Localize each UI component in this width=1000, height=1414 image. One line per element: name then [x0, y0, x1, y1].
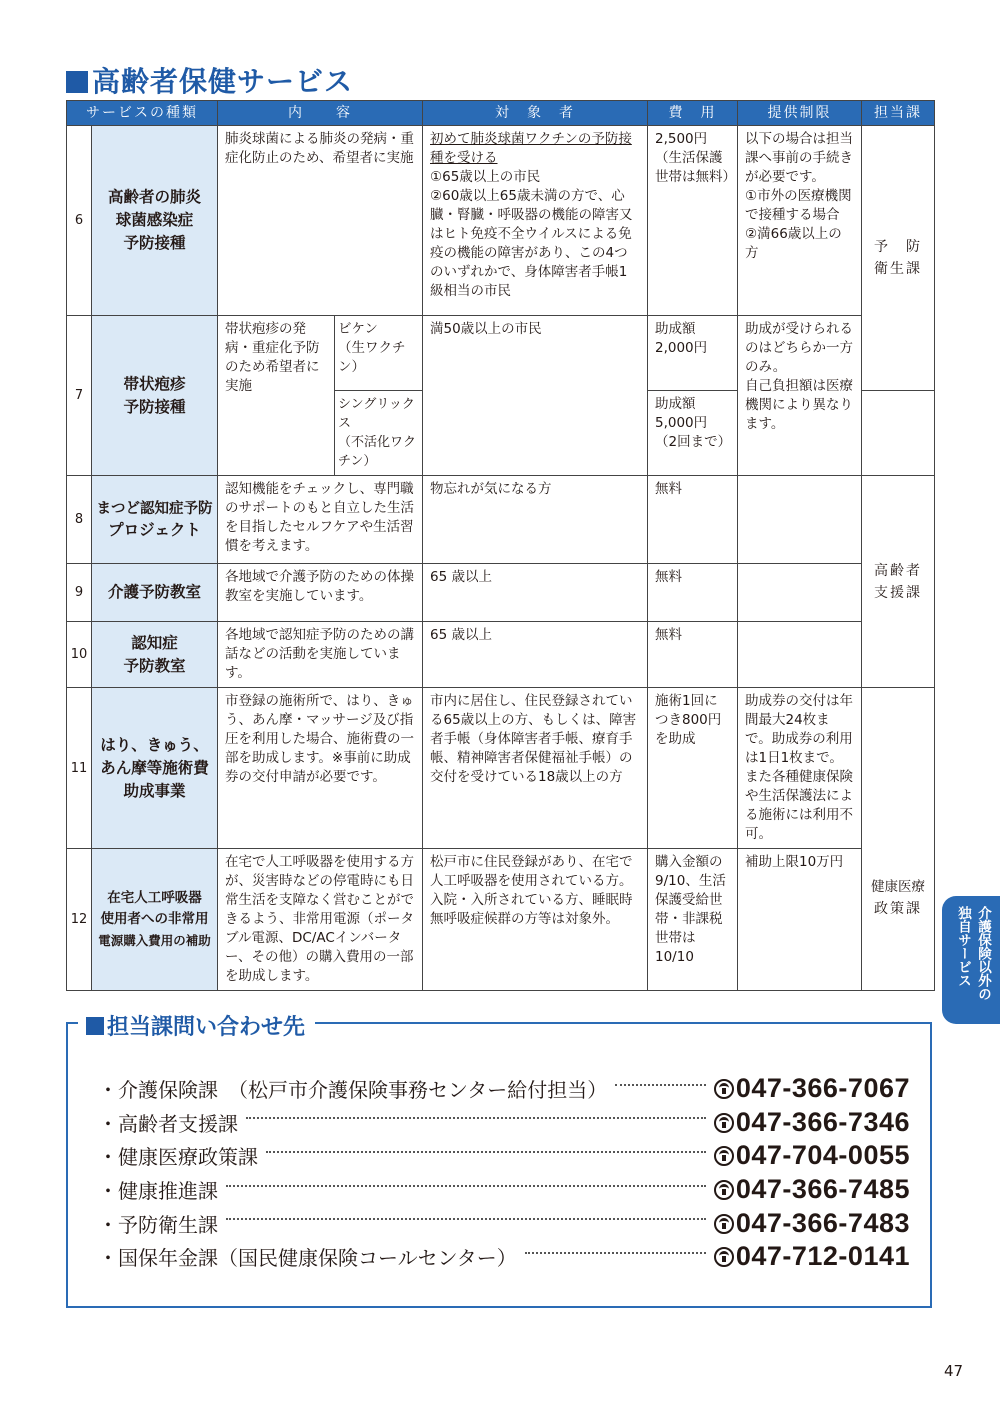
cost-cell: 施術1回につき800円を助成 — [648, 688, 738, 849]
leader-dots — [246, 1117, 706, 1119]
contact-list — [98, 1072, 910, 1274]
service-name — [92, 126, 218, 316]
row-number: 6 — [67, 126, 92, 316]
contact-item — [98, 1072, 910, 1106]
target-cell: 物忘れが気になる方 — [423, 476, 648, 564]
row-number: 8 — [67, 476, 92, 564]
cost-cell: 2,500円（生活保護世帯は無料） — [648, 126, 738, 316]
phone-number: 047-366-7483 — [735, 1207, 910, 1238]
table-row — [67, 688, 935, 849]
row-number: 11 — [67, 688, 92, 849]
contact-item — [98, 1106, 910, 1140]
telephone-icon — [714, 1180, 734, 1200]
target-detail: ①65歳以上の市民 ②60歳以上65歳未満の方で、心臓・腎臓・呼吸器の機能の障害又はヒト免疫不全ウイルスによる免疫の機能の障害があり、この4つのいずれかで、身体障害者手帳1級相当の市民 — [430, 169, 633, 299]
table-row — [67, 126, 935, 316]
vaccine-cell: ビケン （生ワクチン） — [335, 316, 423, 391]
page-title — [66, 60, 353, 100]
contact-phone[interactable] — [714, 1208, 910, 1239]
cost-cell: 無料 — [648, 564, 738, 622]
contact-label: ・予防衛生課 — [98, 1212, 218, 1237]
contact-phone[interactable] — [714, 1140, 910, 1171]
contact-title-text: 担当課問い合わせ先 — [107, 1015, 306, 1040]
phone-number: 047-712-0141 — [735, 1241, 910, 1272]
service-name — [92, 688, 218, 849]
service-name-line: プロジェクト — [108, 520, 201, 539]
side-tab-line1: 介護保険以外の — [975, 906, 991, 1001]
table-row — [67, 849, 935, 991]
phone-number: 047-366-7067 — [735, 1073, 910, 1104]
cost-cell: 助成額 5,000円 （2回まで） — [648, 391, 738, 476]
title-square-icon — [66, 71, 88, 93]
header-dept: 担当課 — [862, 101, 935, 126]
row-number: 12 — [67, 849, 92, 991]
cost-cell: 購入金額の9/10、生活保護受給世帯・非課税世帯は10/10 — [648, 849, 738, 991]
phone-number: 047-366-7485 — [735, 1174, 910, 1205]
contact-label: ・国保年金課（国民健康保険コールセンター） — [98, 1246, 517, 1271]
service-name — [92, 564, 218, 622]
table-row — [67, 476, 935, 564]
contact-square-icon — [86, 1017, 104, 1035]
contact-item — [98, 1139, 910, 1173]
side-tab-line2: 独自サービス — [955, 906, 971, 987]
limit-cell: 補助上限10万円 — [738, 849, 862, 991]
contact-title — [78, 1010, 315, 1041]
telephone-icon — [714, 1146, 734, 1166]
vaccine-cell: シングリックス （不活化ワクチン） — [335, 391, 423, 476]
cost-cell: 無料 — [648, 476, 738, 564]
limit-cell — [738, 476, 862, 564]
content-cell: 帯状疱疹の発病・重症化予防のため希望者に実施 — [218, 316, 335, 476]
service-name-line: 電源購入費用の補助 — [98, 933, 211, 948]
service-name-line: 助成事業 — [123, 781, 186, 800]
leader-dots — [615, 1084, 706, 1086]
telephone-icon — [714, 1214, 734, 1234]
contact-label: ・高齢者支援課 — [98, 1111, 238, 1136]
header-limit: 提供制限 — [738, 101, 862, 126]
header-service-type: サービスの種類 — [67, 101, 218, 126]
service-name-line: 予防教室 — [123, 656, 186, 675]
target-cell: 65 歳以上 — [423, 622, 648, 688]
dept-line: 政策課 — [874, 901, 922, 917]
table-row — [67, 316, 935, 391]
service-name — [92, 476, 218, 564]
leader-dots — [226, 1218, 706, 1220]
service-name-line: はり、きゅう、 — [100, 735, 209, 754]
header-content: 内 容 — [218, 101, 423, 126]
header-cost: 費 用 — [648, 101, 738, 126]
service-name-line: 介護予防教室 — [107, 583, 201, 601]
service-name-line: 帯状疱疹 — [123, 374, 186, 393]
contact-item — [98, 1240, 910, 1274]
content-cell: 各地域で認知症予防のための講話などの活動を実施しています。 — [218, 622, 423, 688]
limit-cell: 以下の場合は担当課へ事前の手続きが必要です。 ①市外の医療機関で接種する場合 ②満66歳以上の方 — [738, 126, 862, 316]
target-cell — [423, 126, 648, 316]
limit-cell — [738, 564, 862, 622]
page-title-text: 高齢者保健サービス — [92, 65, 354, 98]
target-cell: 松戸市に住民登録があり、在宅で人工呼吸器を使用されている方。入院・入所されている方、睡眠時無呼吸症候群の方等は対象外。 — [423, 849, 648, 991]
service-name-line: 高齢者の肺炎 — [107, 188, 201, 206]
contact-phone[interactable] — [714, 1073, 910, 1104]
row-number: 9 — [67, 564, 92, 622]
contact-phone[interactable] — [714, 1174, 910, 1205]
telephone-icon — [714, 1113, 734, 1133]
dept-line: 健康医療 — [871, 879, 925, 895]
telephone-icon — [714, 1079, 734, 1099]
contact-label: ・介護保険課 （松戸市介護保険事務センター給付担当） — [98, 1078, 608, 1103]
service-name-line: まつど認知症予防 — [96, 500, 213, 517]
table-row — [67, 564, 935, 622]
phone-number: 047-704-0055 — [735, 1140, 910, 1171]
limit-cell: 助成が受けられるのはどちらか一方のみ。 自己負担額は医療機関により異なります。 — [738, 316, 862, 476]
contact-label: ・健康推進課 — [98, 1179, 218, 1204]
service-name-line: 予防接種 — [123, 234, 186, 252]
service-name — [92, 849, 218, 991]
contact-label: ・健康医療政策課 — [98, 1145, 258, 1170]
leader-dots — [226, 1185, 706, 1187]
target-first-line: 初めて肺炎球菌ワクチンの予防接種を受ける — [430, 131, 632, 166]
side-index-tab[interactable] — [942, 896, 1000, 1024]
service-name-line: 予防接種 — [123, 397, 186, 416]
content-cell: 在宅で人工呼吸器を使用する方が、災害時などの停電時にも日常生活を支障なく営むことができるよう、非常用電源（ポータブル電源、DC/ACインバーター、その他）の購入費用の一部を助成します。 — [218, 849, 423, 991]
service-name-line: あん摩等施術費 — [100, 758, 209, 777]
leader-dots — [525, 1252, 706, 1254]
contact-item — [98, 1206, 910, 1240]
contact-phone[interactable] — [714, 1107, 910, 1138]
table-header-row — [67, 101, 935, 126]
content-cell: 各地域で介護予防のための体操教室を実施しています。 — [218, 564, 423, 622]
phone-number: 047-366-7346 — [735, 1106, 910, 1137]
row-number: 7 — [67, 316, 92, 476]
dept-cell — [862, 688, 935, 991]
content-cell: 認知機能をチェックし、専門職のサポートのもと自立した生活を目指したセルフケアや生活習慣を考えます。 — [218, 476, 423, 564]
cost-cell: 無料 — [648, 622, 738, 688]
service-name — [92, 316, 218, 476]
telephone-icon — [714, 1247, 734, 1267]
service-name-line: 在宅人工呼吸器 — [107, 890, 202, 906]
target-cell: 65 歳以上 — [423, 564, 648, 622]
header-target: 対 象 者 — [423, 101, 648, 126]
content-cell: 肺炎球菌による肺炎の発病・重症化防止のため、希望者に実施 — [218, 126, 423, 316]
service-name-line: 使用者への非常用 — [100, 911, 209, 927]
limit-cell: 助成券の交付は年間最大24枚まで。助成券の利用は1日1枚まで。また各種健康保険や生活保護法による施術には利用不可。 — [738, 688, 862, 849]
table-row — [67, 622, 935, 688]
row-number: 10 — [67, 622, 92, 688]
service-name-line: 球菌感染症 — [115, 211, 194, 229]
service-table — [66, 100, 935, 991]
cost-cell: 助成額 2,000円 — [648, 316, 738, 391]
target-cell: 満50歳以上の市民 — [423, 316, 648, 476]
limit-cell — [738, 622, 862, 688]
contact-item — [98, 1173, 910, 1207]
page-number: 47 — [944, 1362, 964, 1380]
content-cell: 市登録の施術所で、はり、きゅう、あん摩・マッサージ及び指圧を利用した場合、施術費の一部を助成します。※事前に助成券の交付申請が必要です。 — [218, 688, 423, 849]
service-name-line: 認知症 — [131, 633, 178, 652]
dept-cell: 予 防 衛生課 — [862, 126, 935, 391]
target-cell: 市内に居住し、住民登録されている65歳以上の方、もしくは、障害者手帳（身体障害者手帳、療育手帳、精神障害者保健福祉手帳）の交付を受けている18歳以上の方 — [423, 688, 648, 849]
service-name — [92, 622, 218, 688]
dept-cell: 高齢者 支援課 — [862, 476, 935, 688]
dept-cell-continued — [862, 391, 935, 476]
leader-dots — [266, 1151, 706, 1153]
contact-phone[interactable] — [714, 1241, 910, 1272]
